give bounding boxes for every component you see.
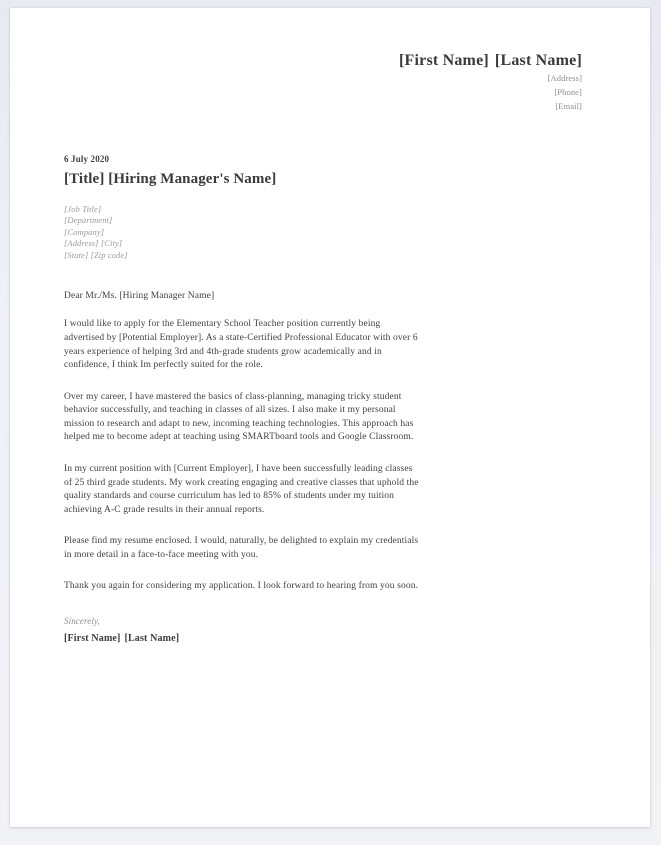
salutation: Dear Mr./Ms. [Hiring Manager Name] [64, 291, 215, 302]
recipient-title: [Title] [Hiring Manager's Name] [64, 171, 277, 187]
signature-last-name: [Last Name] [124, 633, 180, 645]
body-paragraph-4: Please find my resume enclosed. I would, naturally, be delighted to explain my credentials in more detail in a face-to-face meeting with you. [64, 536, 419, 560]
closing-salutation: Sincerely, [64, 616, 100, 627]
signature-first-name: [First Name] [64, 633, 121, 645]
sender-email: [Email] [555, 101, 582, 112]
recipient-company: [Company] [64, 226, 105, 237]
recipient-department: [Department] [64, 215, 113, 226]
letter-date: 6 July 2020 [64, 154, 110, 164]
sender-first-name: [First Name] [399, 52, 489, 69]
closing-block [64, 616, 419, 644]
sender-phone: [Phone] [554, 87, 582, 98]
signature-name [64, 633, 419, 644]
letter-body [64, 154, 419, 644]
sender-last-name: [Last Name] [494, 52, 582, 69]
letter-page [10, 8, 650, 827]
body-paragraph-3: In my current position with [Current Employer], I have been successfully leading classes of 25 third grade students. My work creating engaging and creative classes that uphold the quality standards and course curriculum has led to 85% of students under my tuition achieving A-C grade results in their annual reports. [64, 463, 419, 515]
recipient-address-block [64, 204, 419, 261]
body-paragraph-2: Over my career, I have mastered the basics of class-planning, managing tricky student behavior successfully, and teaching in classes of all sizes. I also make it my personal mission to research and adapt to new, incoming teaching technologies. This approach has helped me to become adept at teaching using SMARTboard tools and Google Classroom. [64, 391, 414, 443]
body-paragraph-1: I would like to apply for the Elementary School Teacher position currently being advertised by [Potential Employer]. As a state-Certified Professional Educator with over 6 years experience of helping 3rd and 4th-grade students grow academically and in confidence, I think Im perfectly suited for the role. [64, 319, 418, 371]
recipient-state-zip: [State] [Zip code] [64, 249, 128, 260]
letterhead [399, 51, 582, 113]
body-paragraph-5: Thank you again for considering my application. I look forward to hearing from you soon. [64, 581, 419, 592]
recipient-job-title: [Job Title] [64, 204, 102, 214]
sender-address: [Address] [547, 73, 582, 83]
sender-name [399, 51, 582, 71]
recipient-address-city: [Address] [City] [64, 238, 123, 249]
